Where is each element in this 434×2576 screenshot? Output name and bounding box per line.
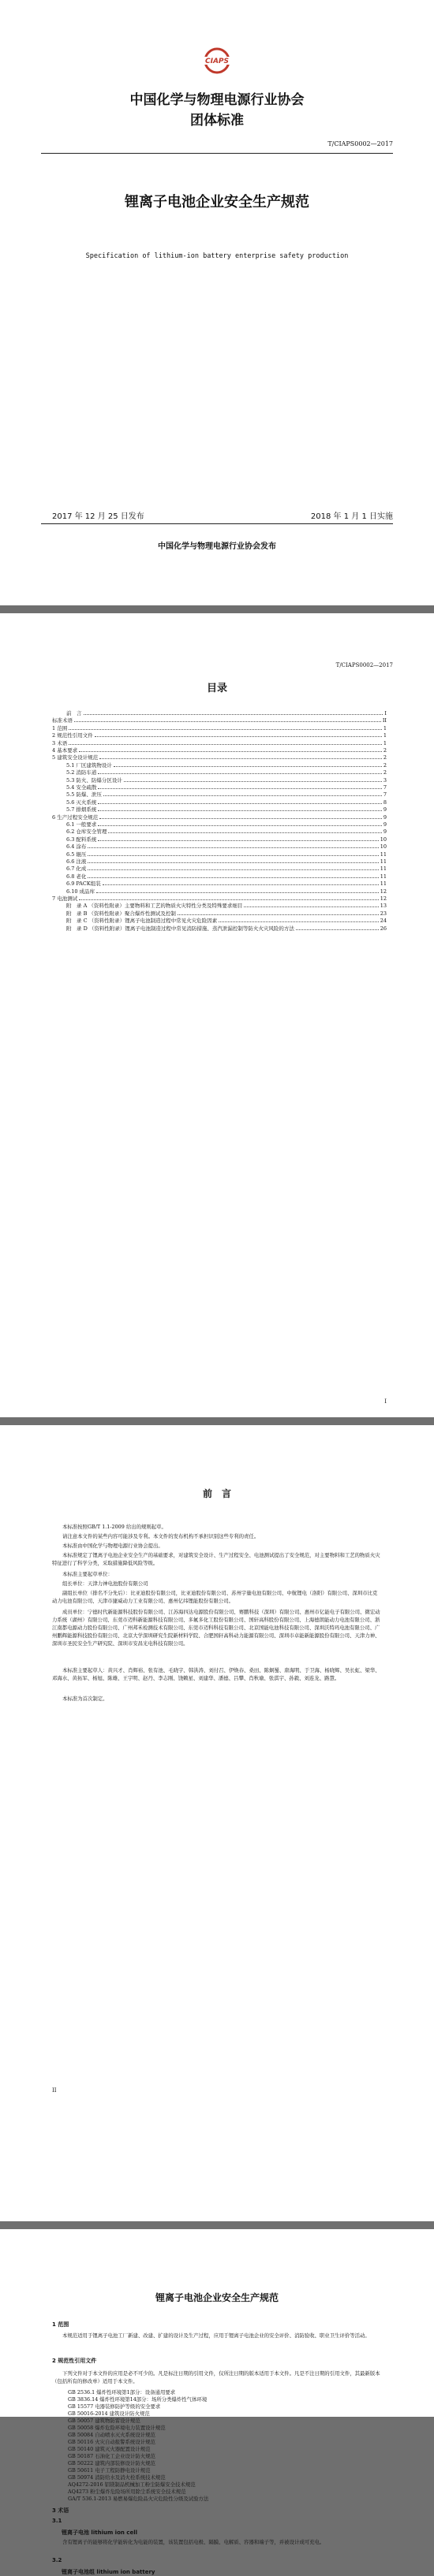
toc-entry-label: 附 录 C （资料性附录）锂离子电池制造过程中常见火灾危险因素 <box>66 918 218 925</box>
toc-entry-page: 11 <box>380 880 387 888</box>
svg-text:CIAPS: CIAPS <box>205 58 229 65</box>
section-1-text: 本规范适用于锂离子电池工厂新建、改建、扩建的设计及生产过程，应用于锂离子电池企业的安全评价、消防验收、职业卫生评价等活动。 <box>62 2332 370 2339</box>
toc-entry-page: 9 <box>383 813 387 821</box>
toc-entry-label: 1 范围 <box>52 724 68 731</box>
toc-leader-dots <box>98 798 381 804</box>
toc-entry-page: 12 <box>380 888 387 895</box>
toc-leader-dots <box>74 717 381 722</box>
toc-entry-page: 1 <box>383 724 387 731</box>
toc-entry-label: 7 电池测试 <box>52 895 78 902</box>
toc-entry-label: 附 录 B （资料性附录）聚合爆炸性测试及控制 <box>66 910 176 917</box>
org-name: 中国化学与物理电源行业协会 <box>129 92 305 108</box>
toc-leader-dots <box>103 880 379 885</box>
standard-number: T/CIAPS0002—2017 <box>327 140 393 147</box>
normative-reference: GB 50222 建筑内部装修设计防火规范 <box>68 2460 155 2466</box>
toc-leader-dots <box>96 888 379 893</box>
toc-leader-dots <box>88 851 378 856</box>
toc-entry-page: 24 <box>380 918 387 925</box>
toc-entry-page: 2 <box>383 761 387 769</box>
toc-leader-dots <box>98 769 381 774</box>
toc-entry-page: 11 <box>380 873 387 880</box>
toc-entry-label: 附 录 D （资料性附录）锂离子电池制造过程中常见消防措施、蒸汽泄漏控制等防火火灾风险的方法 <box>66 925 294 932</box>
toc-entry-page: 13 <box>380 903 387 910</box>
toc-leader-dots <box>103 791 382 796</box>
toc-entry-label: 5.2 消防车道 <box>66 769 97 776</box>
normative-reference: GB 50058 爆炸危险环境电力装置设计规范 <box>68 2425 166 2431</box>
term-3-2-number: 3.2 <box>52 2557 62 2563</box>
ciaps-logo-icon <box>198 46 236 76</box>
toc-leader-dots <box>244 902 378 907</box>
title-en: Specification of lithium-ion battery enterprise safety production <box>85 252 349 260</box>
toc-entry-page: 11 <box>380 865 387 873</box>
toc-leader-dots <box>124 776 382 782</box>
foreword-page <box>0 1425 434 2221</box>
toc-leader-dots <box>296 925 379 930</box>
toc-leader-dots <box>84 709 383 715</box>
normative-reference: GB 50187 石油化工企业设计防火规范 <box>68 2453 155 2459</box>
toc-leader-dots <box>108 828 381 833</box>
toc-leader-dots <box>98 836 378 841</box>
toc-entry-page: 26 <box>380 925 387 932</box>
foreword-paragraph: 本标准规定了锂离子电池企业安全生产的基础要求，对建筑安全设计、生产过程安全、电池测试提出了安全规范，对主要物料和工艺的物质火灾特征进行了科学分类，采取措施降低风险等级。 <box>52 1552 380 1566</box>
normative-reference: GB 15577 电器装修防护等级的安全要求 <box>68 2403 161 2410</box>
term-3-1-number: 3.1 <box>52 2518 62 2524</box>
section-1-heading: 1 范围 <box>52 2321 69 2328</box>
section-3-heading: 3 术语 <box>52 2507 69 2514</box>
normative-reference: GB 2536.1 爆炸性环境第1部分：设备通用要求 <box>68 2389 176 2395</box>
toc-page <box>0 613 434 1417</box>
toc-entry-page: 12 <box>380 895 387 902</box>
toc-entry-label: 5.7 排烟系统 <box>66 806 97 813</box>
toc-leader-dots <box>98 784 381 789</box>
title-cn: 锂离子电池企业安全生产规范 <box>125 194 309 210</box>
normative-reference: GB 50116 火灾自动报警系统设计规范 <box>68 2439 155 2445</box>
normative-reference: GB 50140 建筑灭火器配置设计规范 <box>68 2446 151 2452</box>
normative-reference: GB 50611 电子工程防静电设计规范 <box>68 2467 151 2474</box>
toc-entry-page: 2 <box>383 754 387 761</box>
toc-entry-label: 6.7 化成 <box>66 865 87 873</box>
toc-leader-dots <box>178 910 379 915</box>
toc-entry-label: 5.5 防爆、泄压 <box>66 791 102 798</box>
toc-entry-label: 2 规范性引用文件 <box>52 732 93 739</box>
toc-page-number: I <box>384 1398 387 1405</box>
normative-reference: GB 50057 建筑物防雷设计规范 <box>68 2418 140 2424</box>
normative-reference: AQ4273 粉尘爆炸危险场所用除尘系统安全技术规范 <box>68 2489 186 2495</box>
toc-leader-dots <box>219 917 379 922</box>
foreword-title: 前 言 <box>202 1488 231 1499</box>
toc-entry-label: 5.4 安全疏散 <box>66 784 97 791</box>
term-3-1-definition: 含有锂离子的能够将化学能转化为电能的装置，该装置包括电极、隔膜、电解质、容器和端子等，并被设计成可充电。 <box>62 2539 325 2545</box>
toc-entry-label: 6.8 老化 <box>66 873 87 880</box>
toc-leader-dots <box>88 843 378 848</box>
foreword-paragraph: 副组长单位（排名不分先后）：比亚迪股份有限公司，比亚迪股份有限公司、苏州宇量电池有限公司、中航锂电（洛阳）有限公司、深圳市比克动力电池有限公司、天津市捷威动力工业有限公司、惠州亿纬锂能股份有限公司。 <box>52 1590 378 1604</box>
foreword-paragraph: 本标准主要起草单位： <box>62 1571 113 1577</box>
top-rule <box>41 153 393 154</box>
toc-entry-label: 标准术语 <box>52 717 73 724</box>
implement-date: 2018 年 1 月 1 日实施 <box>310 512 393 521</box>
toc-entry-page: 8 <box>383 798 387 806</box>
toc-leader-dots <box>98 806 381 811</box>
foreword-paragraph: 组长单位：天津力神电池股份有限公司 <box>62 1580 148 1587</box>
foreword-page-number: II <box>52 2087 57 2094</box>
foreword-paragraph: 成员单位：宁德时代新能源科技股份有限公司、江苏海四达电源股份有限公司、赛鹏科技（深圳）有限公司、惠州市亿能电子有限公司、微宏动力系统（湖州）有限公司、东莞市迈科新能源科技有限公司、多氟多化工股份有限公司、国轩高科股份有限公司、上海德朗能动力电池有限公司、浙江南都电源动力股份有限公司、广州邦禾检测技术有限公司、东莞市迈科科技有限公司、北京国能电池科技有限公司、深圳沃特玛电池有限公司、广州鹏辉能源科技股份有限公司、北京大学深圳研究生院新材料学院、合肥国轩高科动力能源有限公司、深圳市卓能新能源股份有限公司、天津力神、深圳市圣民安全生产研究院、深圳市安昌光电科技有限公司。 <box>52 1609 380 1647</box>
toc-entry-label: 6.1 一般要求 <box>66 821 97 828</box>
toc-entry-label: 6.2 仓库安全管理 <box>66 828 107 836</box>
toc-leader-dots <box>98 821 381 826</box>
toc-leader-dots <box>79 895 379 900</box>
section-2-text: 下列文件对于本文件的应用是必不可少的。凡是标注日期的引用文件，仅所注日期的版本适用于本文件。凡是不注日期的引用文件，其最新版本（包括所有的修改单）适用于本文件。 <box>52 2370 380 2384</box>
section-2-heading: 2 规范性引用文件 <box>52 2358 97 2364</box>
toc-entry-page: 10 <box>380 836 387 843</box>
toc-entry-page: 9 <box>383 821 387 828</box>
term-3-1-name: 锂离子电池 lithium ion cell <box>62 2529 138 2536</box>
normative-reference: GA/T 536.1-2013 易燃易爆危险品火灾危险性分级及试验方法 <box>68 2496 209 2502</box>
foreword-paragraph: 请注意本文件的某些内容可能涉及专利。本文件的发布机构不承担识别这些专利的责任。 <box>62 1533 260 1539</box>
publisher: 中国化学与物理电源行业协会发布 <box>158 542 276 551</box>
toc-leader-dots <box>88 873 378 878</box>
normative-reference: GB 3836.14 爆炸性环境第14部分：场所分类爆炸性气体环境 <box>68 2396 208 2403</box>
toc-leader-dots <box>79 746 382 752</box>
toc-entry-label: 5.3 防火、防爆分区设计 <box>66 776 122 784</box>
toc-entry-label: 6.3 配料系统 <box>66 836 97 843</box>
toc-entry-label: 前 言 <box>66 710 82 717</box>
bottom-rule <box>41 523 393 524</box>
toc-entry-page: 2 <box>383 747 387 754</box>
normative-reference: GB 50016-2014 建筑设计防火规范 <box>68 2410 150 2417</box>
toc-entry-label: 4 基本要求 <box>52 747 78 754</box>
toc-entry-page: 2 <box>383 769 387 776</box>
toc-leader-dots <box>99 754 382 759</box>
term-3-2-name: 锂离子电池组 lithium ion battery <box>62 2569 155 2575</box>
toc-entry-page: 9 <box>383 828 387 836</box>
toc-entry-label: 5.6 灭火系统 <box>66 798 97 806</box>
toc-entry-page: 3 <box>383 776 387 784</box>
normative-reference: GB 50974 消防给水及消火栓系统技术规范 <box>68 2474 166 2481</box>
toc-entry-page: I <box>384 710 387 717</box>
toc-entry-label: 5.1 厂区建筑物设计 <box>66 761 112 769</box>
foreword-paragraph: 本标准按照GB/T 1.1-2009 给出的规则起草。 <box>62 1524 166 1530</box>
toc-entry-label: 6.9 PACK组装 <box>66 880 101 888</box>
toc-entry-label: 6.5 辊压 <box>66 851 87 858</box>
toc-leader-dots <box>88 858 378 863</box>
toc-entry-page: II <box>382 717 387 724</box>
toc-leader-dots <box>99 813 382 819</box>
toc-entry-label: 6.4 涂布 <box>66 843 87 851</box>
toc-entry-page: 9 <box>383 806 387 813</box>
foreword-paragraph: 本标准为首次制定。 <box>62 1696 108 1702</box>
toc-entry-page: 11 <box>380 851 387 858</box>
toc-leader-dots <box>88 865 378 870</box>
publish-date: 2017 年 12 月 25 日发布 <box>52 512 144 521</box>
normative-reference: GB 50084 自动喷水灭火系统设计规范 <box>68 2432 155 2438</box>
doc-type: 团体标准 <box>190 113 244 128</box>
toc-entry-label: 5 建筑安全设计规范 <box>52 754 99 761</box>
toc-entry-page: 1 <box>383 739 387 746</box>
toc-entry-label: 6 生产过程安全规范 <box>52 813 99 821</box>
normative-reference: AQ4272-2016 铝镁制品机械加工粉尘防爆安全技术规范 <box>68 2481 196 2488</box>
toc-entry-label: 3 术语 <box>52 739 68 746</box>
body-page <box>0 2229 434 2575</box>
cover-page <box>0 0 434 605</box>
foreword-paragraph: 本标准由中国化学与物理电源行业协会提出。 <box>62 1543 163 1549</box>
toc-entry-page: 23 <box>380 910 387 917</box>
toc-entry-page: 10 <box>380 843 387 851</box>
toc-leader-dots <box>69 724 382 730</box>
toc-entry-page: 7 <box>383 791 387 798</box>
toc-entry-label: 6.10 成品库 <box>66 888 95 895</box>
toc-entry-label: 附 录 A （资料性附录）主要物料和工艺的物质火灾特性分类及特殊要求细目 <box>66 903 243 910</box>
toc-entry-page: 11 <box>380 858 387 865</box>
toc-title: 目录 <box>206 683 227 694</box>
toc-leader-dots <box>95 731 382 737</box>
toc-entry-page: 7 <box>383 784 387 791</box>
toc-entry-page: 1 <box>383 732 387 739</box>
toc-header-number: T/CIAPS0002—2017 <box>335 662 393 668</box>
toc-entry[interactable] <box>66 925 387 932</box>
toc-entry-label: 6.6 注液 <box>66 858 87 865</box>
foreword-paragraph: 本标准主要起草人：黄兴才、肖辉裕、张有池、毛晓宇、韩洪涛、刘付召、伊焕春、桑田、陈炯蜀、唐海明、于卫海、杨晓辉、吴长虹、梁华、邓海水、黄拓军、杨旭、陈雄、王宇明、赵丹、李志刚、饶赖星、刘建华、潘德、吕攀、肖秋瑜、张淇宇、孙毅、刘连龙、路慧。 <box>52 1667 380 1681</box>
toc-leader-dots <box>114 761 382 767</box>
body-title: 锂离子电池企业安全生产规范 <box>155 2292 279 2303</box>
toc-leader-dots <box>69 739 382 745</box>
